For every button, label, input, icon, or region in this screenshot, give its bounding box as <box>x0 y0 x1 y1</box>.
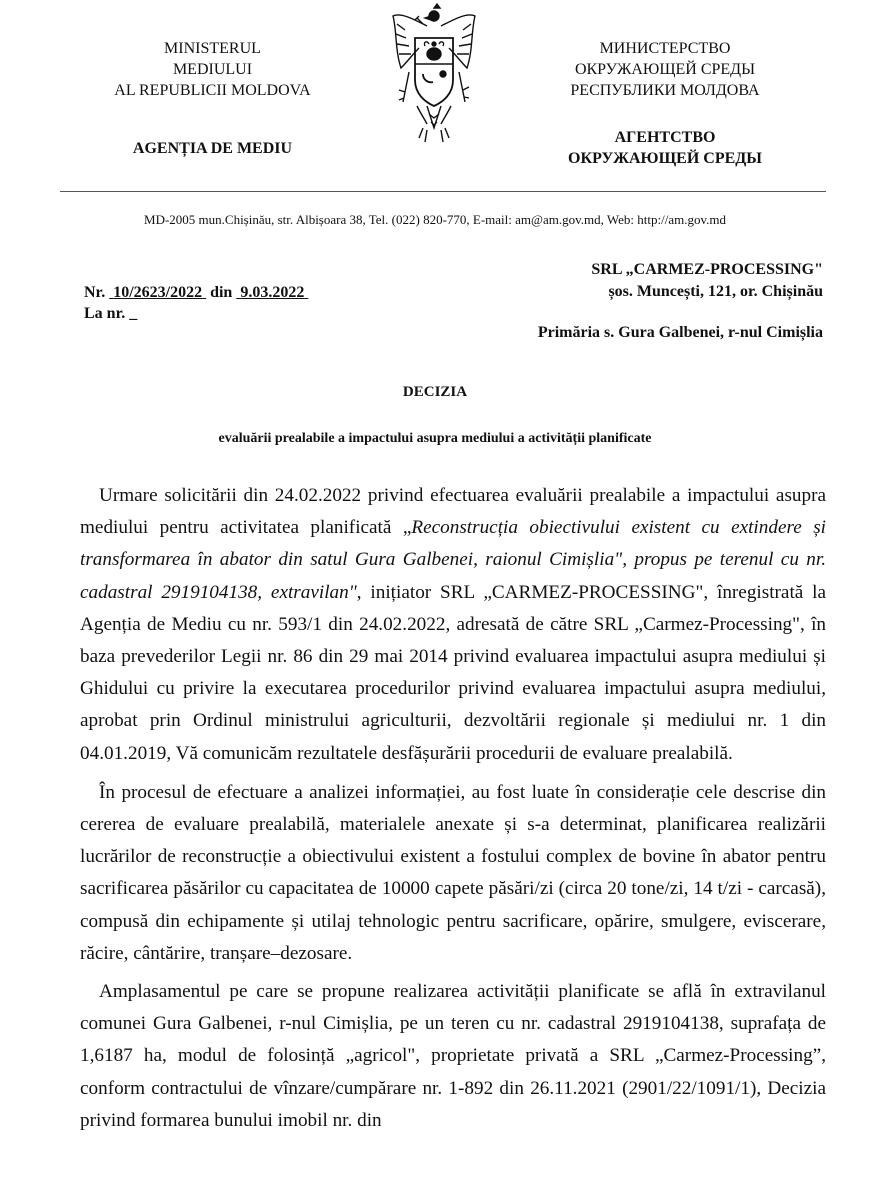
la-nr <box>84 303 137 324</box>
paragraph-1: Urmare solicitării din 24.02.2022 privind efectuarea evaluării prealabile a impactului asupra mediului pentru activitatea planificată „Reconstrucția obiectivului existent cu extindere și transformarea în abator din satul Gura Galbenei, raionul Cimișlia", propus pe terenul cu nr. cadastral 2919104138, extravilan", inițiator SRL „CARMEZ-PROCESSING", înregistrată la Agenția de Mediu cu nr. 593/1 din 24.02.2022, adresată de către SRL „Carmez-Processing", în baza prevederilor Legii nr. 86 din 29 mai 2014 privind evaluarea impactului asupra mediului și Ghidului cu privire la executarea procedurilor privind evaluarea impactului asupra mediului, aprobat prin Ordinul ministrului agriculturii, dezvoltării regionale și mediului nr. 1 din 04.01.2019, Vă comunicăm rezultatele desfășurării procedurii de evaluare prealabilă. <box>80 485 826 764</box>
contact-address: MD-2005 mun.Chișinău, str. Albișoara 38, Tel. (022) 820-770, E-mail: am@am.gov.md, Web: http://am.gov.md <box>144 212 726 227</box>
header-divider <box>60 191 826 192</box>
nr-label: Nr. <box>84 284 106 301</box>
ministry-ru-line-1: МИНИСТЕРСТВО <box>599 40 731 57</box>
document-subtitle: evaluării prealabile a impactului asupra mediului a activității planificate <box>218 431 652 446</box>
nr-value: 10/2623/2022 <box>113 284 203 301</box>
recipient-company: SRL „CARMEZ-PROCESSING" <box>591 261 823 278</box>
project-name: Reconstrucția obiectivului existent cu extindere și transformarea în abator din satul Gura Galbenei, raionul Cimișlia", propus pe terenul cu nr. cadastral 2919104138, extravilan" <box>80 517 826 603</box>
ministry-line-1: MINISTERUL <box>164 40 261 57</box>
reference-number <box>84 282 308 303</box>
la-nr-value: _ <box>129 305 138 322</box>
paragraph-3: Amplasamentul pe care se propune realizarea activității planificate se află în extravilanul comunei Gura Galbenei, r-nul Cimișlia, pe un teren cu nr. cadastral 2919104138, suprafața de 1,6187 ha, modul de folosință „agricol", proprietate privată a SRL „Carmez-Processing”, conform contractului de vînzare/cumpărare nr. 1-892 din 26.11.2021 (2901/22/1091/1), Decizia privind formarea bunului imobil nr. din <box>80 981 826 1131</box>
document-title: DECIZIA <box>402 384 468 400</box>
agency-ru-line-2: ОКРУЖАЮЩЕЙ СРЕДЫ <box>568 150 762 167</box>
ministry-ru-line-2: ОКРУЖАЮЩЕЙ СРЕДЫ <box>574 61 756 78</box>
ministry-line-2: MEDIULUI <box>172 61 253 78</box>
ministry-name-ro <box>80 38 345 101</box>
document-body <box>80 480 826 1143</box>
agency-name-ro: AGENȚIA DE MEDIU <box>132 140 293 157</box>
moldova-coat-of-arms-icon <box>387 2 482 150</box>
din-label: din <box>210 284 233 301</box>
ministry-ru-line-3: РЕСПУБЛИКИ МОЛДОВА <box>570 82 760 99</box>
recipient-address: șos. Muncești, 121, or. Chișinău <box>608 283 823 300</box>
ministry-name-ru <box>520 38 810 101</box>
date-value: 9.03.2022 <box>240 284 305 301</box>
ministry-line-3: AL REPUBLICII MOLDOVA <box>114 82 311 99</box>
agency-name-ru <box>520 127 810 169</box>
la-nr-label: La nr. <box>84 305 126 322</box>
paragraph-2: În procesul de efectuare a analizei informației, au fost luate în considerație cele descrise din cererea de evaluare prealabilă, materialele anexate și s-a determinat, planificarea realizării lucrărilor de reconstrucție a obiectivului existent a fostului complex de bovine în abator pentru sacrificarea păsărilor cu capacitatea de 10000 capete păsări/zi (circa 20 tone/zi, 14 t/zi - carcasă), compusă din echipamente și utilaj tehnologic pentru sacrificare, opărire, smulgere, eviscerare, răcire, cântărire, tranșare–dezosare. <box>80 781 826 964</box>
agency-ru-line-1: АГЕНТСТВО <box>614 129 716 146</box>
recipient-mayoralty: Primăria s. Gura Galbenei, r-nul Cimișlia <box>537 324 823 341</box>
